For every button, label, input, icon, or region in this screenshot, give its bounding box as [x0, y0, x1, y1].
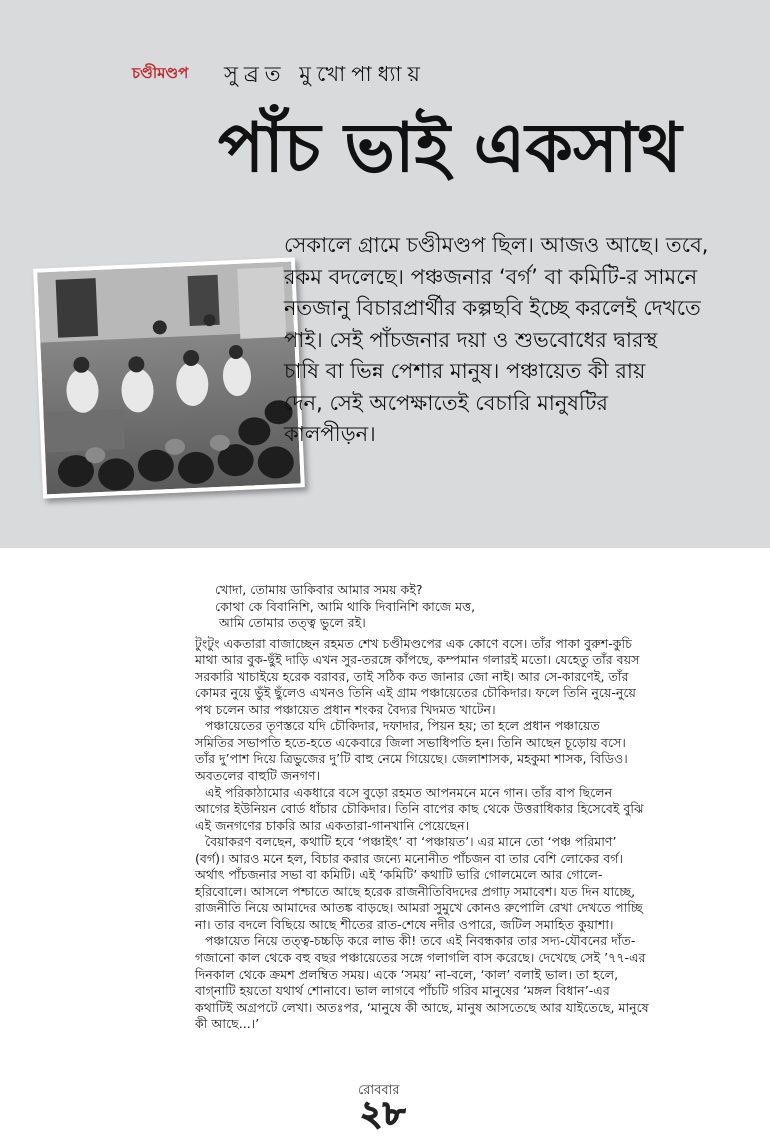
text-line: হরিবোলে। আসলে পশ্চাতে আছে হরেক রাজনীতিবিদদের প্রগাঢ় সমাবেশ। যত দিন যাচ্ছে,	[195, 883, 636, 899]
text-line: টুংটুং একতারা বাজাচ্ছেন রহমত শেখ চণ্ডীমণ্ডপের এক কোণে বসে। তাঁর পাকা বুরুশ-কুচি	[195, 635, 632, 651]
intro-text	[284, 230, 754, 451]
text-line: তাঁর দু’পাশ দিয়ে ত্রিভুজের দু’টি বাহু নেমে গিয়েছে। জেলাশাসক, মহকুমা শাসক, বিডিও।	[195, 751, 628, 767]
text-line: এই জনগণের চাকরি আর একতারা-গানখানি পেয়েছেন।	[195, 817, 470, 833]
intro-line: পাই। সেই পাঁচজনার দয়া ও শুভবোধের দ্বারস্থ	[284, 327, 658, 352]
text-line: পঞ্চায়েতের তৃণস্তরে যদি চৌকিদার, দফাদার, পিয়ন হয়; তা হলে প্রধান পঞ্চায়েত	[205, 718, 600, 734]
text-line: কী আছে...।’	[195, 1016, 260, 1032]
intro-line: রকম বদলেছে। পঞ্চজনার ‘বর্গ’ বা কমিটি-র সামনে	[284, 264, 698, 289]
article-title: পাঁচ ভাই একসাথ	[218, 109, 682, 188]
page-number: ২৮	[360, 1094, 407, 1134]
text-line: কথাটিই অগ্রপটে লেখা। অতঃপর, ‘মানুষে কী আছে, মানুষ আসতেছে আর যাইতেছে, মানুষে	[195, 999, 649, 1015]
paragraph-2	[195, 718, 740, 784]
poem-line: কোথা কে বিবানিশি, আমি থাকি দিবানিশি কাজে মত্ত,	[215, 598, 476, 614]
intro-line: দেন, সেই অপেক্ষাতেই বেচারি মানুষটির	[284, 390, 608, 415]
author-name: সুব্রত মুখোপাধ্যায়	[224, 62, 426, 86]
text-line: কোমর নুয়ে ভুঁই ছুঁলেও এখনও তিনি এই গ্রাম পঞ্চায়েতের চৌকিদার। ফলে তিনি নুয়ে-নুয়ে	[195, 685, 636, 701]
text-line: মাথা আর বুক-ছুঁই দাড়ি এখন সুর-তরঙ্গে কাঁপছে, কম্পমান গলারই মতো। যেহেতু তাঁর বয়স	[195, 652, 640, 668]
text-line: অর্থাৎ পাঁচজনার সভা বা কমিটি। এই ‘কমিটি’ কথাটি ভারি গোলমেলে আর গোলে-	[195, 867, 603, 883]
intro-line: সেকালে গ্রামে চণ্ডীমণ্ডপ ছিল। আজও আছে। তবে,	[284, 233, 709, 257]
text-line: বৈয়াকরণ বলছেন, কথাটি হবে ‘পঞ্চাইৎ’ বা ‘পঞ্চায়ত’। এর মানে তো ‘পঞ্চ পরিমাণ’	[205, 834, 617, 850]
paragraph-5	[195, 933, 740, 1032]
header-panel	[0, 0, 770, 548]
photo-illustration	[37, 262, 300, 495]
text-line: অবতলের বাহুটি জনগণ।	[195, 768, 321, 784]
poem-line: আমি তোমার তত্ত্ব ভুলে রই।	[219, 615, 366, 631]
text-line: এই পরিকাঠামোর একধারে বসে বুড়ো রহমত আপনমনে মনে গান। তাঁর বাপ ছিলেন	[205, 784, 613, 800]
text-line: বাগ্‌নাটি হয়তো যথার্থ শোনাবে। ভাল লাগবে পাঁচটি গরিব মানুষের ‘মঙ্গল বিধান’-এর	[195, 983, 610, 999]
text-line: (বর্গ)। আরও মনে হল, বিচার করার জন্যে মনোনীত পাঁচজন বা তার বেশি লোকের বর্গ।	[195, 850, 624, 866]
text-line: পঞ্চায়েত নিয়ে তত্ত্ব-চচ্চড়ি করে লাভ কী! তবে এই নিবন্ধকার তার সদ্য-যৌবনের দাঁত-	[205, 933, 636, 949]
intro-line: চাষি বা ভিন্ন পেশার মানুষ। পঞ্চায়েত কী রায়	[284, 359, 646, 383]
village-meeting-photo	[33, 257, 305, 498]
text-line: সরকারি খাচাইয়ে হরেক বরাবর, তাই সঠিক কত জানার জো নাই। আর সে-কারণেই, তাঁর	[195, 668, 629, 684]
text-line: পথ চলেন আর পঞ্চায়েত প্রধান শংকর বৈদ্যর খিদমত খাটেন।	[195, 701, 496, 717]
magazine-name: রোববার	[358, 1083, 400, 1098]
intro-line: কালপীড়ন।	[284, 422, 376, 446]
text-line: না। তার বদলে বিছিয়ে আছে শীতের রাত-শেষে নদীর ওপারে, জটিল সমাহিত কুয়াশা।	[195, 916, 614, 932]
paragraph-3	[195, 785, 740, 835]
text-line: গজানো কাল থেকে বহু বছর পঞ্চায়েতের সঙ্গে গলাগলি বাস করেছে। দেখেছে সেই ’৭৭-এর	[195, 950, 646, 966]
paragraph-1	[195, 636, 740, 719]
intro-line: নতজানু বিচারপ্রার্থীর কল্পছবি ইচ্ছে করলেই দেখতে	[284, 296, 701, 320]
text-line: সমিতির সভাপতি হতে-হতে একেবারে জিলা সভাধিপতি হন। তিনি আছেন চূড়োয় বসে।	[195, 734, 626, 750]
epigraph-poem	[215, 582, 740, 632]
section-tag: চণ্ডীমণ্ডপ	[132, 64, 189, 82]
poem-line: খোদা, তোমায় ডাকিবার আমার সময় কই?	[215, 582, 423, 597]
text-line: আগের ইউনিয়ন বোর্ড ধাঁচার চৌকিদার। তিনি বাপের কাছ থেকে উত্তরাধিকার হিসেবেই বুঝি	[195, 801, 644, 817]
article-body	[195, 582, 740, 1033]
paragraph-4	[195, 834, 740, 933]
text-line: রাজনীতি নিয়ে আমাদের আতঙ্ক বাড়ছে। আমরা সুমুখে কোনও রুপোলি রেখা দেখতে পাচ্ছি	[195, 900, 643, 916]
text-line: দিনকাল থেকে ক্রমশ প্রলম্বিত সময়। একে ‘সময়’ না-বলে, ‘কাল’ বলাই ভাল। তা হলে,	[195, 966, 619, 982]
